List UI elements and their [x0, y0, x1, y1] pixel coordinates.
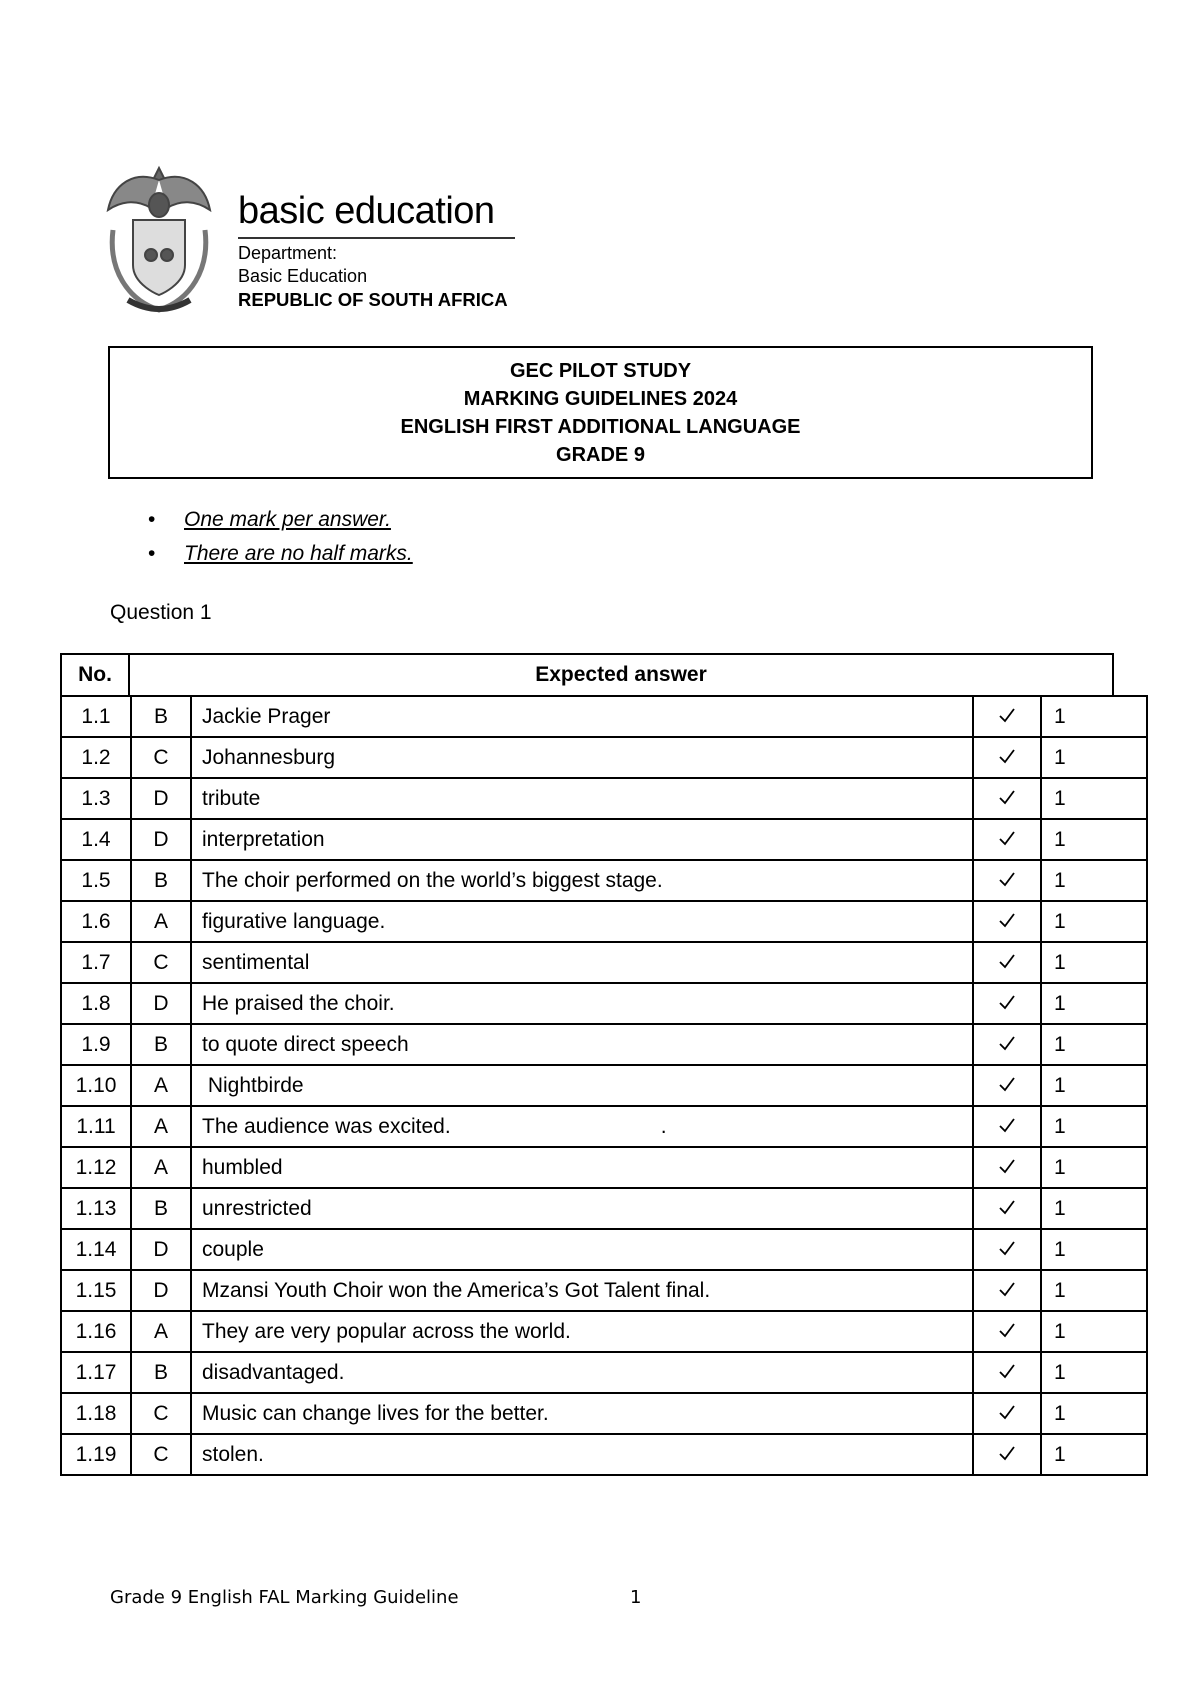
page-number: 1: [630, 1587, 642, 1608]
header-expected-answer: Expected answer: [128, 653, 1114, 697]
check-icon: [973, 1065, 1041, 1106]
department-label: Department:: [238, 243, 338, 263]
table-row: [61, 778, 1147, 819]
question-number: 1.18: [61, 1393, 131, 1434]
check-icon: [973, 901, 1041, 942]
answer-option: A: [131, 1106, 191, 1147]
check-icon: [973, 1352, 1041, 1393]
table-row: [61, 901, 1147, 942]
table-row: [61, 1106, 1147, 1147]
table-row: [61, 1147, 1147, 1188]
marking-notes: [148, 503, 413, 571]
answer-text: stolen.: [191, 1434, 973, 1475]
answers-table: [60, 695, 1148, 1476]
check-icon: [973, 1270, 1041, 1311]
check-icon: [973, 860, 1041, 901]
title-line-4: GRADE 9: [556, 443, 645, 466]
answer-text: Mzansi Youth Choir won the America’s Got Talent final.: [191, 1270, 973, 1311]
answer-option: A: [131, 1311, 191, 1352]
answer-option: A: [131, 901, 191, 942]
mark-value: 1: [1041, 1065, 1147, 1106]
table-row: [61, 1270, 1147, 1311]
mark-value: 1: [1041, 1311, 1147, 1352]
check-icon: [973, 1106, 1041, 1147]
note-item: • There are no half marks.: [148, 537, 413, 571]
answer-option: D: [131, 1229, 191, 1270]
answer-option: D: [131, 778, 191, 819]
answer-text: unrestricted: [191, 1188, 973, 1229]
answer-text: He praised the choir.: [191, 983, 973, 1024]
question-number: 1.16: [61, 1311, 131, 1352]
question-number: 1.12: [61, 1147, 131, 1188]
check-icon: [973, 1311, 1041, 1352]
table-row: [61, 942, 1147, 983]
title-line-1: GEC PILOT STUDY: [509, 359, 692, 382]
answer-option: D: [131, 1270, 191, 1311]
note-item: • One mark per answer.: [148, 503, 413, 537]
check-icon: [973, 778, 1041, 819]
answer-text: Johannesburg: [191, 737, 973, 778]
question-number: 1.3: [61, 778, 131, 819]
check-icon: [973, 1393, 1041, 1434]
check-icon: [973, 1188, 1041, 1229]
table-row: [61, 819, 1147, 860]
mark-value: 1: [1041, 737, 1147, 778]
check-icon: [973, 1024, 1041, 1065]
question-number: 1.14: [61, 1229, 131, 1270]
table-row: [61, 737, 1147, 778]
mark-value: 1: [1041, 983, 1147, 1024]
answer-option: C: [131, 737, 191, 778]
check-icon: [973, 983, 1041, 1024]
question-number: 1.9: [61, 1024, 131, 1065]
title-line-2: MARKING GUIDELINES 2024: [463, 387, 738, 410]
answer-option: D: [131, 983, 191, 1024]
country-name: REPUBLIC OF SOUTH AFRICA: [238, 289, 508, 310]
answer-option: B: [131, 1188, 191, 1229]
answer-text: Nightbirde: [191, 1065, 973, 1106]
table-row: [61, 696, 1147, 737]
answer-text: They are very popular across the world.: [191, 1311, 973, 1352]
document-title-box: [108, 346, 1093, 479]
question-number: 1.13: [61, 1188, 131, 1229]
answer-text: tribute: [191, 778, 973, 819]
table-row: [61, 1311, 1147, 1352]
answer-text: interpretation: [191, 819, 973, 860]
question-number: 1.1: [61, 696, 131, 737]
mark-value: 1: [1041, 1393, 1147, 1434]
question-number: 1.11: [61, 1106, 131, 1147]
table-row: [61, 1393, 1147, 1434]
answer-text: disadvantaged.: [191, 1352, 973, 1393]
question-number: 1.2: [61, 737, 131, 778]
answer-option: B: [131, 1352, 191, 1393]
footer-title: Grade 9 English FAL Marking Guideline: [110, 1587, 459, 1608]
mark-value: 1: [1041, 819, 1147, 860]
answer-text: to quote direct speech: [191, 1024, 973, 1065]
title-line-3: ENGLISH FIRST ADDITIONAL LANGUAGE: [400, 415, 801, 438]
table-row: [61, 983, 1147, 1024]
answer-text: figurative language.: [191, 901, 973, 942]
check-icon: [973, 1434, 1041, 1475]
answer-option: A: [131, 1147, 191, 1188]
mark-value: 1: [1041, 1024, 1147, 1065]
answer-option: A: [131, 1065, 191, 1106]
mark-value: 1: [1041, 1352, 1147, 1393]
table-header: [60, 653, 1054, 697]
question-number: 1.15: [61, 1270, 131, 1311]
mark-value: 1: [1041, 1270, 1147, 1311]
question-number: 1.7: [61, 942, 131, 983]
brand-name: basic education: [238, 190, 495, 232]
table-row: [61, 1434, 1147, 1475]
mark-value: 1: [1041, 1106, 1147, 1147]
answer-text: sentimental: [191, 942, 973, 983]
table-row: [61, 1229, 1147, 1270]
coat-of-arms-icon: [103, 160, 215, 320]
mark-value: 1: [1041, 942, 1147, 983]
question-number: 1.19: [61, 1434, 131, 1475]
check-icon: [973, 696, 1041, 737]
check-icon: [973, 737, 1041, 778]
answer-option: C: [131, 942, 191, 983]
answer-text: humbled: [191, 1147, 973, 1188]
mark-value: 1: [1041, 1147, 1147, 1188]
mark-value: 1: [1041, 901, 1147, 942]
brand-divider: [238, 237, 515, 239]
mark-value: 1: [1041, 860, 1147, 901]
mark-value: 1: [1041, 778, 1147, 819]
check-icon: [973, 1229, 1041, 1270]
question-number: 1.8: [61, 983, 131, 1024]
table-row: [61, 1065, 1147, 1106]
answer-text: The audience was excited. .: [191, 1106, 973, 1147]
department-name: Basic Education: [238, 266, 368, 286]
answer-option: B: [131, 860, 191, 901]
table-row: [61, 1188, 1147, 1229]
header-number: No.: [60, 653, 130, 697]
answer-option: B: [131, 696, 191, 737]
mark-value: 1: [1041, 1188, 1147, 1229]
table-row: [61, 1024, 1147, 1065]
answer-option: D: [131, 819, 191, 860]
question-number: 1.17: [61, 1352, 131, 1393]
answer-option: C: [131, 1393, 191, 1434]
answer-text: Music can change lives for the better.: [191, 1393, 973, 1434]
check-icon: [973, 1147, 1041, 1188]
question-number: 1.4: [61, 819, 131, 860]
table-row: [61, 1352, 1147, 1393]
question-number: 1.10: [61, 1065, 131, 1106]
department-logo: [103, 160, 523, 320]
check-icon: [973, 819, 1041, 860]
question-number: 1.6: [61, 901, 131, 942]
table-row: [61, 860, 1147, 901]
answer-option: B: [131, 1024, 191, 1065]
answer-option: C: [131, 1434, 191, 1475]
check-icon: [973, 942, 1041, 983]
mark-value: 1: [1041, 1229, 1147, 1270]
mark-value: 1: [1041, 696, 1147, 737]
question-heading: Question 1: [110, 601, 212, 624]
question-number: 1.5: [61, 860, 131, 901]
answer-text: The choir performed on the world’s biggest stage.: [191, 860, 973, 901]
answer-text: Jackie Prager: [191, 696, 973, 737]
answer-text: couple: [191, 1229, 973, 1270]
mark-value: 1: [1041, 1434, 1147, 1475]
